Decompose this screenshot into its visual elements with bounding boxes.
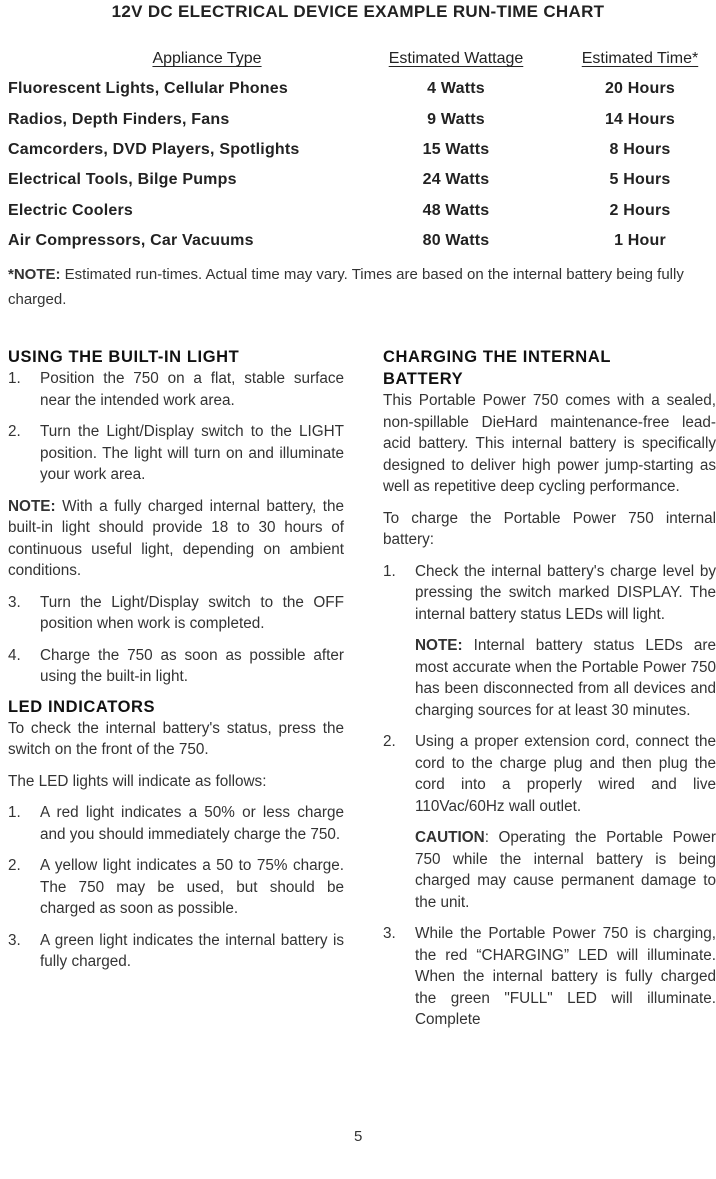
left-column [8, 346, 344, 983]
time-cell: 2 Hours [609, 201, 671, 219]
table-row [8, 74, 716, 104]
time-cell: 5 Hours [609, 171, 671, 189]
note-label: *NOTE: [8, 266, 61, 283]
time-cell: 1 Hour [614, 231, 666, 249]
time-cell: 20 Hours [604, 80, 676, 98]
table-header [8, 44, 716, 74]
paragraph: To charge the Portable Power 750 internal battery: [383, 509, 716, 548]
note-label: NOTE: [415, 637, 463, 654]
list-item [383, 731, 716, 817]
runtime-table [8, 44, 716, 256]
heading-built-in-light: USING THE BUILT-IN LIGHT [8, 348, 240, 366]
time-cell: 8 Hours [609, 141, 671, 159]
item-text: A red light indicates a 50% or less charge and you should immediately charge the 750. [40, 804, 344, 843]
page-number: 5 [354, 1128, 363, 1145]
caution-paragraph [383, 827, 716, 913]
item-text: Using a proper extension cord, connect the cord to the charge plug and then plug the cord into a properly wired and live 110Vac/60Hz wall outlet. [415, 733, 716, 815]
appliance-cell: Radios, Depth Finders, Fans [8, 110, 230, 128]
paragraph: This Portable Power 750 comes with a sealed, non-spillable DieHard maintenance-free lead-acid battery. This internal battery is specifically designed to deliver high power jump-starting as well as repetitive deep cycling performance. [383, 392, 716, 495]
wattage-cell: 48 Watts [422, 201, 490, 219]
item-number: 2. [383, 733, 396, 750]
item-text: Charge the 750 as soon as possible after using the built-in light. [40, 646, 344, 685]
right-column [383, 346, 716, 1041]
list-item [8, 592, 344, 635]
col-appliance: Appliance Type [152, 50, 262, 68]
item-number: 3. [8, 931, 21, 949]
paragraph: To check the internal battery's status, press the switch on the front of the 750. [8, 719, 344, 758]
list-item [8, 368, 344, 411]
wattage-cell: 15 Watts [422, 141, 490, 159]
list-item [383, 561, 716, 626]
table-note [8, 262, 708, 312]
page-title: 12V DC ELECTRICAL DEVICE EXAMPLE RUN-TIME CHART [111, 2, 605, 21]
note-label: NOTE: [8, 497, 56, 515]
item-text: Turn the Light/Display switch to the OFF position when work is completed. [40, 593, 344, 632]
appliance-cell: Camcorders, DVD Players, Spotlights [8, 141, 300, 159]
item-number: 1. [383, 562, 396, 580]
note-text: Internal battery status LEDs are most accurate when the Portable Power 750 has been disconnected from all devices and charging sources for at least 30 minutes. [415, 637, 716, 719]
note-paragraph [8, 496, 344, 582]
col-wattage: Estimated Wattage [388, 50, 524, 68]
item-number: 1. [8, 804, 21, 821]
note-text: Estimated run-times. Actual time may vary. Times are based on the internal battery being fully charged. [8, 266, 684, 308]
note-paragraph [383, 635, 716, 721]
time-cell: 14 Hours [604, 110, 676, 128]
table-row [8, 195, 716, 225]
list-item [8, 421, 344, 486]
item-text: Turn the Light/Display switch to the LIGHT position. The light will turn on and illuminate your work area. [40, 423, 344, 483]
item-number: 1. [8, 370, 21, 387]
table-row [8, 226, 716, 256]
item-text: A yellow light indicates a 50 to 75% charge. The 750 may be used, but should be charged as soon as possible. [40, 857, 344, 917]
appliance-cell: Air Compressors, Car Vacuums [8, 231, 254, 249]
table-row [8, 165, 716, 195]
caution-text: : Operating the Portable Power 750 while the internal battery is being charged may cause permanent damage to the unit. [415, 829, 716, 911]
list-item [8, 855, 344, 920]
list-item [8, 930, 344, 973]
paragraph: The LED lights will indicate as follows: [8, 772, 267, 790]
heading-led-indicators: LED INDICATORS [8, 697, 156, 716]
item-number: 2. [8, 857, 21, 874]
wattage-cell: 24 Watts [422, 171, 490, 189]
note-text: With a fully charged internal battery, the built-in light should provide 18 to 30 hours of continuous useful light, depending on ambient conditions. [8, 497, 344, 579]
table-row [8, 135, 716, 165]
item-number: 3. [383, 925, 396, 942]
item-number: 4. [8, 646, 21, 664]
list-item [8, 802, 344, 845]
appliance-cell: Fluorescent Lights, Cellular Phones [8, 80, 288, 98]
list-item [383, 923, 716, 1031]
item-number: 2. [8, 423, 21, 440]
appliance-cell: Electrical Tools, Bilge Pumps [8, 171, 237, 189]
item-text: Position the 750 on a flat, stable surface near the intended work area. [40, 370, 344, 409]
item-text: While the Portable Power 750 is charging, the red “CHARGING” LED will illuminate. When the internal battery is fully charged the green "FULL" LED will illuminate. Complete [415, 925, 716, 1028]
item-text: Check the internal battery's charge level by pressing the switch marked DISPLAY. The internal battery status LEDs will light. [415, 562, 716, 623]
item-number: 3. [8, 593, 21, 611]
table-row [8, 105, 716, 135]
item-text: A green light indicates the internal battery is fully charged. [40, 931, 344, 970]
caution-label: CAUTION [415, 829, 485, 846]
col-time: Estimated Time* [581, 50, 699, 68]
heading-charging: CHARGING THE INTERNAL BATTERY [383, 348, 611, 388]
wattage-cell: 9 Watts [427, 110, 485, 128]
appliance-cell: Electric Coolers [8, 201, 134, 219]
wattage-cell: 80 Watts [422, 231, 490, 249]
list-item [8, 645, 344, 688]
wattage-cell: 4 Watts [427, 80, 485, 98]
